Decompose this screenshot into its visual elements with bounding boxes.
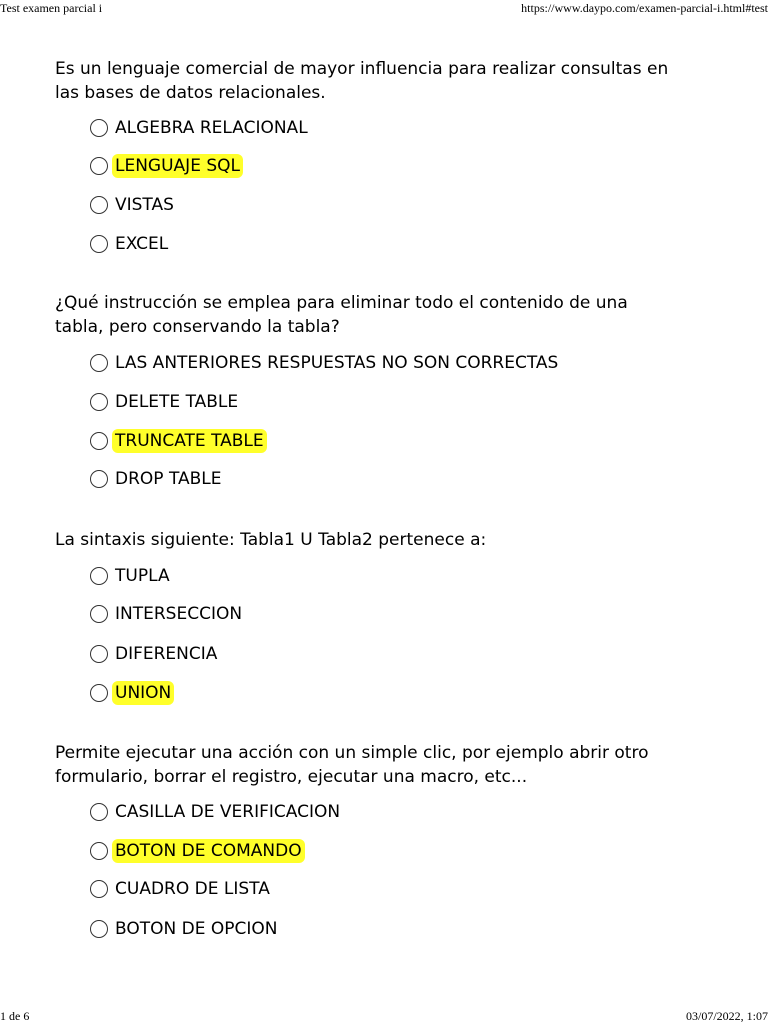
question-3 [55,528,735,703]
option-union[interactable] [90,680,174,706]
option-label: DROP TABLE [115,469,222,489]
option-label: INTERSECCION [115,604,243,624]
radio-button[interactable] [90,920,108,938]
radio-button[interactable] [90,684,108,702]
option-interseccion[interactable] [90,601,245,627]
radio-button[interactable] [90,880,108,898]
option-delete-table[interactable] [90,389,241,415]
option-label: CUADRO DE LISTA [115,879,270,899]
option-boton-de-comando[interactable] [90,838,305,864]
question-text: Permite ejecutar una acción con un simple clic, por ejemplo abrir otro formulario, borrar el registro, ejecutar una macro, etc... [55,743,649,787]
radio-button[interactable] [90,157,108,175]
option-drop-table[interactable] [90,466,225,492]
radio-button[interactable] [90,842,108,860]
question-2 [55,291,735,489]
radio-button[interactable] [90,567,108,585]
print-header [0,1,768,17]
option-label-correct: UNION [112,681,174,705]
question-4 [55,741,735,939]
radio-button[interactable] [90,235,108,253]
page-number: 1 de 6 [0,1009,30,1023]
option-algebra-relacional[interactable] [90,115,311,141]
option-label: EXCEL [115,234,169,254]
option-vistas[interactable] [90,192,177,218]
option-label: ALGEBRA RELACIONAL [115,118,308,138]
option-lenguaje-sql[interactable] [90,153,243,179]
document-title: Test examen parcial i [0,1,103,15]
option-excel[interactable] [90,231,171,257]
question-1 [55,57,735,254]
radio-button[interactable] [90,645,108,663]
question-text: La sintaxis siguiente: Tabla1 U Tabla2 pertenece a: [55,530,487,550]
option-label-correct: TRUNCATE TABLE [112,429,267,453]
option-label-correct: BOTON DE COMANDO [112,839,305,863]
option-label: LAS ANTERIORES RESPUESTAS NO SON CORRECTAS [115,353,559,373]
option-cuadro-de-lista[interactable] [90,876,273,902]
option-boton-de-opcion[interactable] [90,916,280,942]
option-label: TUPLA [115,566,170,586]
print-datetime: 03/07/2022, 1:07 [685,1009,768,1023]
option-label: VISTAS [115,195,174,215]
option-casilla-de-verificacion[interactable] [90,799,343,825]
option-diferencia[interactable] [90,641,220,667]
question-text: Es un lenguaje comercial de mayor influencia para realizar consultas en las bases de datos relacionales. [55,59,669,103]
option-label-correct: LENGUAJE SQL [112,154,243,178]
option-las-anteriores[interactable] [90,350,561,376]
print-footer [0,1009,768,1025]
option-label: DIFERENCIA [115,644,218,664]
radio-button[interactable] [90,470,108,488]
document-url: https://www.daypo.com/examen-parcial-i.html#test [521,1,768,15]
question-text: ¿Qué instrucción se emplea para eliminar todo el contenido de una tabla, pero conservando la tabla? [55,293,628,337]
radio-button[interactable] [90,803,108,821]
radio-button[interactable] [90,196,108,214]
option-truncate-table[interactable] [90,428,267,454]
radio-button[interactable] [90,432,108,450]
option-tupla[interactable] [90,563,173,589]
option-label: CASILLA DE VERIFICACION [115,802,341,822]
option-label: DELETE TABLE [115,392,239,412]
radio-button[interactable] [90,354,108,372]
radio-button[interactable] [90,119,108,137]
option-label: BOTON DE OPCION [115,919,278,939]
radio-button[interactable] [90,393,108,411]
radio-button[interactable] [90,605,108,623]
